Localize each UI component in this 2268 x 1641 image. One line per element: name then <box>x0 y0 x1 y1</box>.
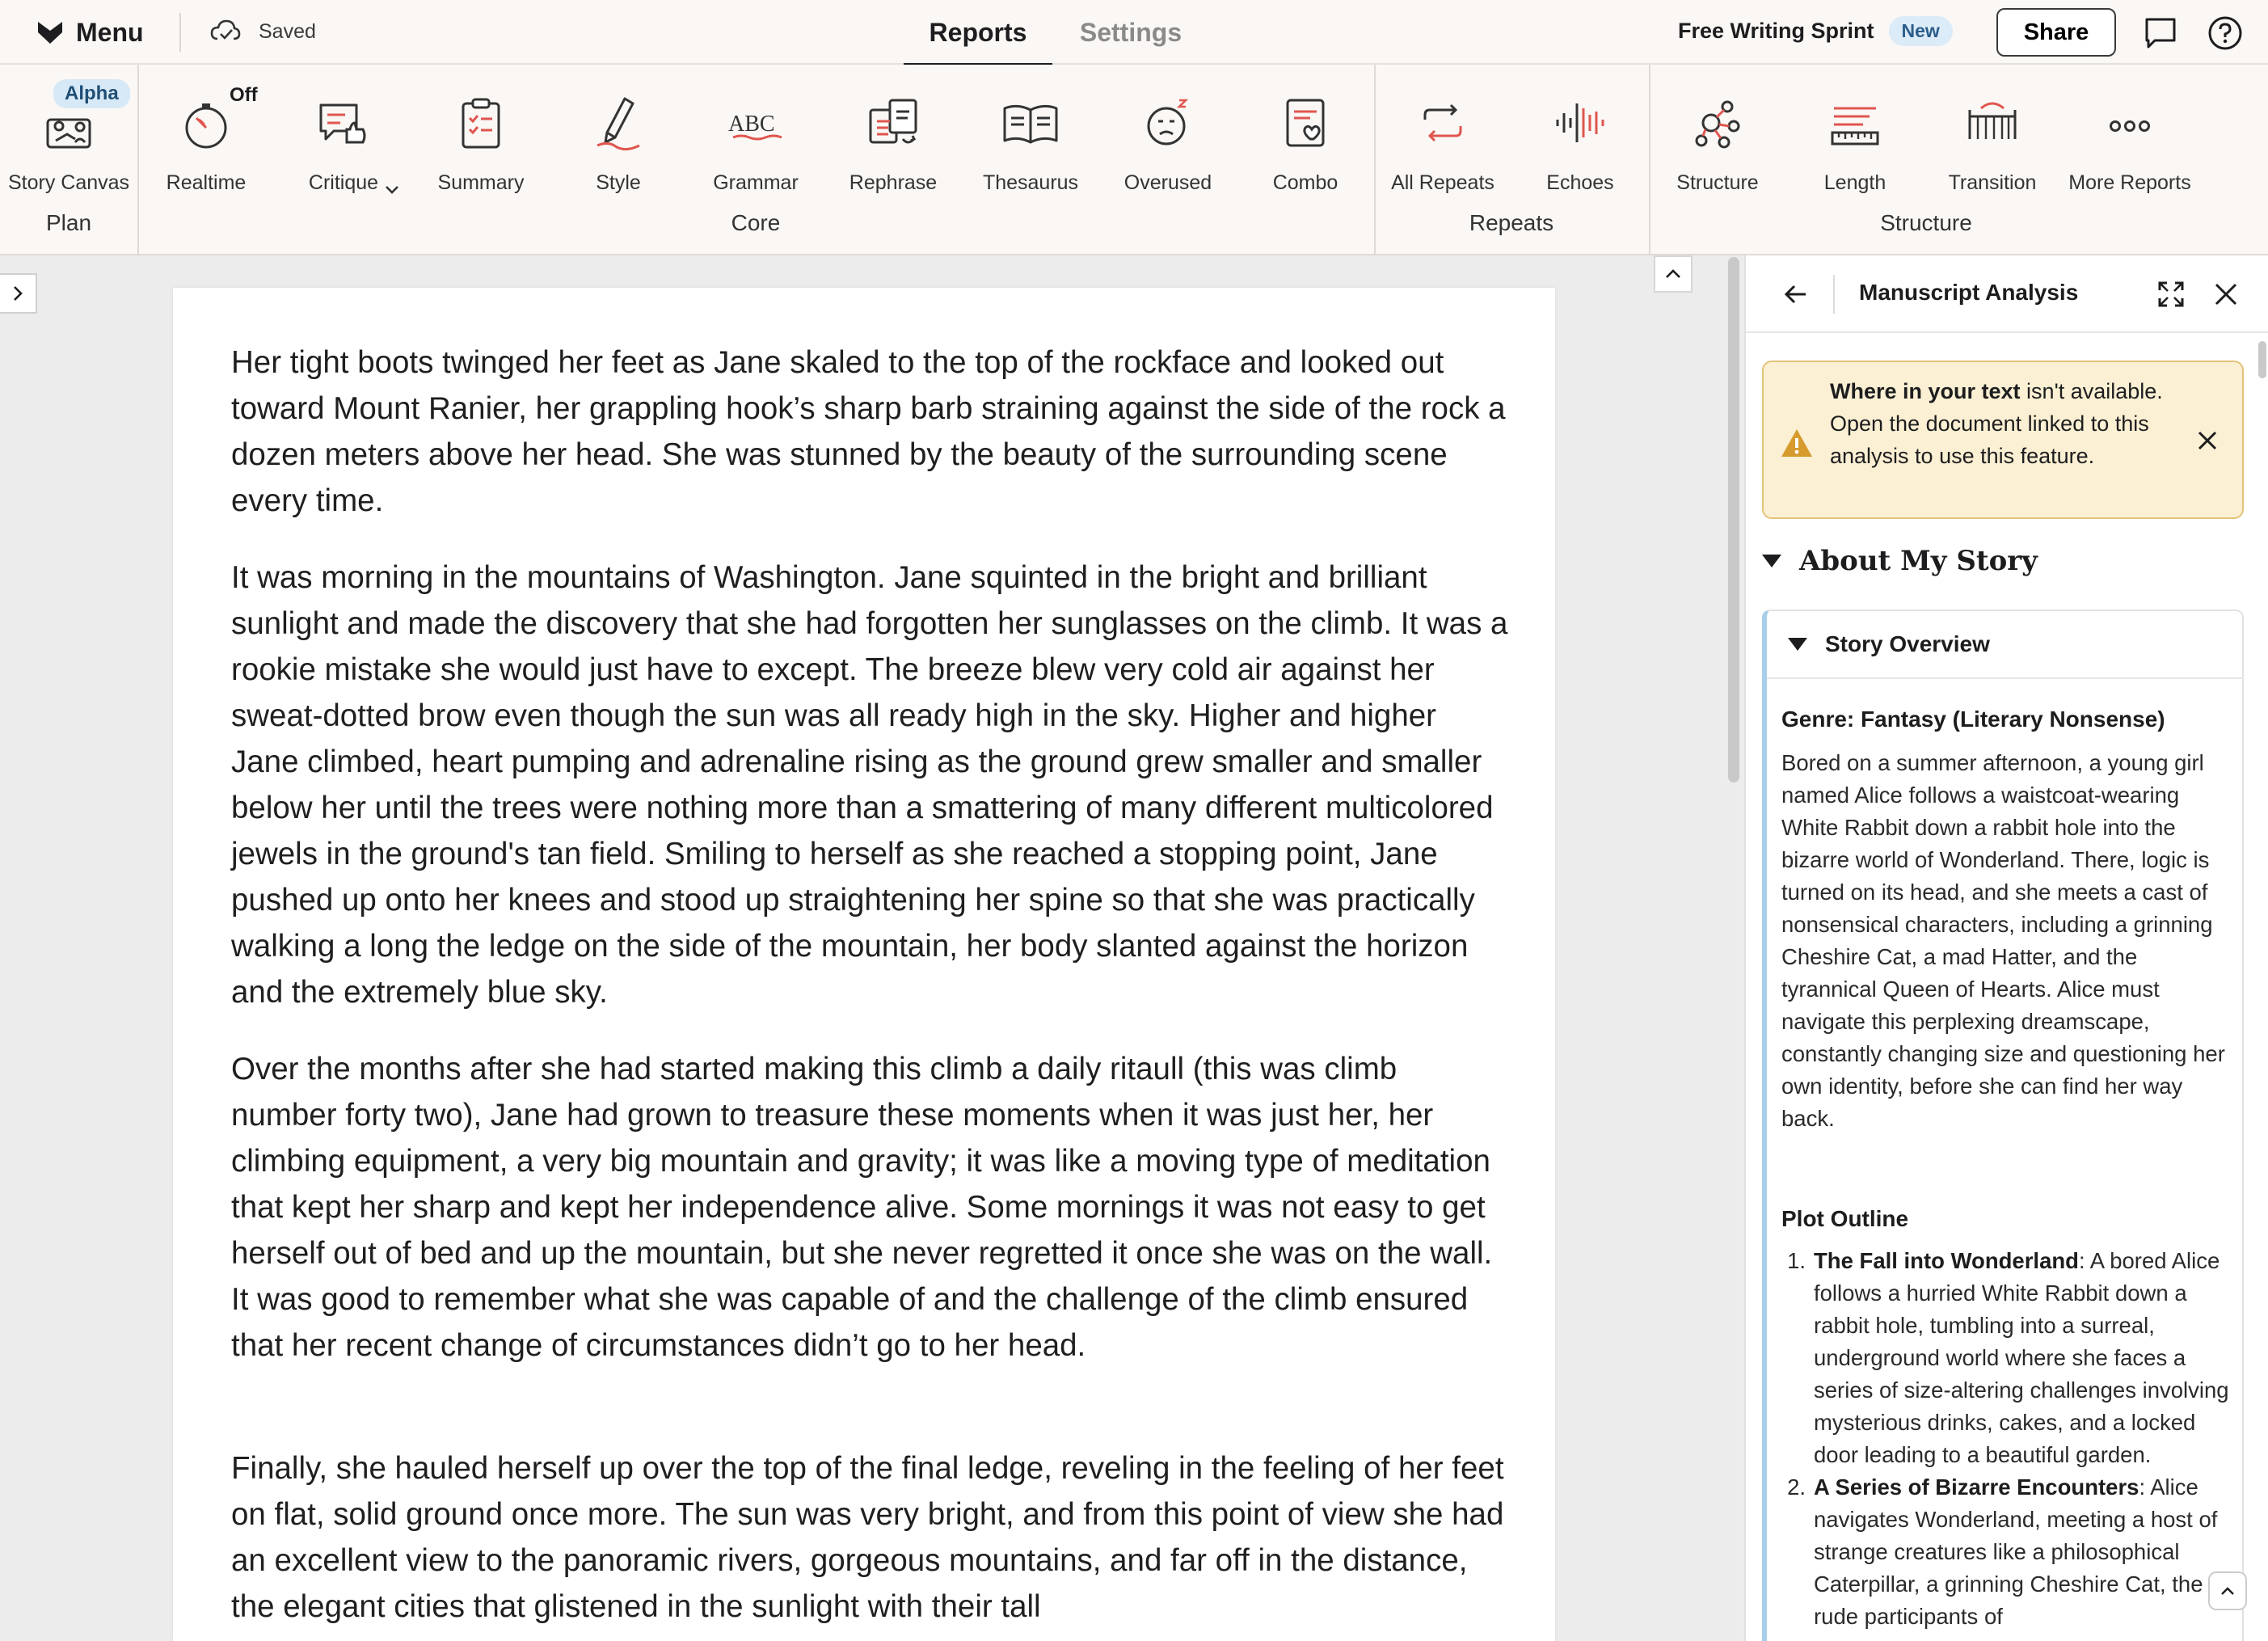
panel-header <box>1746 255 2268 333</box>
list-item <box>1781 1471 2236 1633</box>
top-bar <box>0 0 2268 65</box>
group-label-plan: Plan <box>45 210 92 235</box>
more-reports-button[interactable] <box>2061 89 2198 218</box>
menu-label: Menu <box>76 17 144 47</box>
synopsis-text: Bored on a summer afternoon, a young girl named Alice follows a waistcoat-wearing White Rabbit down a rabbit hole into the bizarre world of Wonderland. There, logic is turned on its head, and she meets a cast of nonsensical characters, including a grinning Cheshire Cat, a mad Hatter, and the tyrannical Queen of Hearts. Alice must navigate this perplexing dreamscape, constantly changing size and questioning her own identity, before she can find her way back. <box>1781 750 2225 1131</box>
document-page[interactable] <box>173 288 1555 1641</box>
caret-down-icon <box>1788 638 1807 651</box>
logo-icon <box>36 18 65 47</box>
alpha-badge: Alpha <box>53 79 130 108</box>
warning-bold: Where in your text <box>1830 379 2021 403</box>
about-my-story-toggle[interactable] <box>1762 545 2038 577</box>
rephrase-icon <box>859 89 927 157</box>
overused-icon <box>1134 89 1202 157</box>
realtime-state-label: Off <box>230 84 258 106</box>
comment-icon[interactable] <box>2142 15 2179 52</box>
grammar-label: Grammar <box>713 171 799 194</box>
combo-label: Combo <box>1272 171 1338 194</box>
collapse-ribbon-button[interactable] <box>1654 255 1693 293</box>
transition-button[interactable] <box>1924 89 2061 218</box>
topbar-divider <box>179 13 181 52</box>
list-item-text <box>1814 1245 2234 1471</box>
plot-outline-heading: Plot Outline <box>1781 1206 1909 1231</box>
warning-body: isn't available. Open the document linked to this analysis to use this feature. <box>1830 379 2163 468</box>
style-icon <box>584 89 652 157</box>
critique-icon <box>310 89 377 157</box>
saved-label: Saved <box>259 19 316 43</box>
cloud-saved-icon <box>209 15 242 49</box>
critique-button[interactable] <box>275 89 412 218</box>
tab-reports[interactable]: Reports <box>904 0 1052 65</box>
all-repeats-icon <box>1409 89 1477 157</box>
plot-item-desc: : A bored Alice follows a hurried White Rabbit down a rabbit hole, tumbling into a surreal, underground world where she faces a series of size-altering challenges involving mysterious drinks, cakes, and a locked door leading to a beautiful garden. <box>1814 1248 2229 1467</box>
thesaurus-button[interactable] <box>962 89 1099 218</box>
more-icon <box>2096 89 2164 157</box>
critique-label: Critique <box>308 171 379 194</box>
chevron-up-icon <box>2219 1582 2236 1600</box>
caret-down-icon <box>1762 555 1781 567</box>
transition-icon <box>1958 89 2026 157</box>
structure-label: Structure <box>1676 171 1759 194</box>
paragraph[interactable]: It was morning in the mountains of Washington. Jane squinted in the bright and brilliant sunlight and made the discovery that she had forgotten her sunglasses on the climb. It was a rookie mistake she would just have to except. The breeze blew very cold air against her sweat-dotted brow even though the sun was all ready high in the sky. Higher and higher Jane climbed, heart pumping and adrenaline rising as the ground grew smaller and smaller below her until the trees were nothing more than a smattering of many different multicolored jewels in the ground's tan field. Smiling to herself as she reached a stopping point, Jane pushed up onto her knees and stood up straightening her spine so that she was practically walking a long the ledge on the side of the mountain, her body slanted against the horizon and the extremely blue sky. <box>231 560 1508 1010</box>
new-badge: New <box>1889 16 1953 46</box>
echoes-label: Echoes <box>1546 171 1614 194</box>
tab-settings[interactable]: Settings <box>1079 17 1182 47</box>
length-icon <box>1821 89 1889 157</box>
sprint-label: Free Writing Sprint <box>1678 19 1874 43</box>
back-arrow-icon[interactable] <box>1780 278 1812 310</box>
menu-button[interactable] <box>36 15 144 50</box>
all-repeats-label: All Repeats <box>1391 171 1494 194</box>
story-overview-card <box>1762 610 2244 1641</box>
saved-status <box>209 15 316 49</box>
free-writing-sprint-link[interactable] <box>1678 16 1953 46</box>
about-my-story-title: About My Story <box>1799 545 2038 577</box>
editor-scrollbar[interactable] <box>1728 257 1739 783</box>
rephrase-label: Rephrase <box>849 171 938 194</box>
echoes-button[interactable] <box>1511 89 1649 218</box>
left-rail <box>0 255 39 1641</box>
group-label-repeats: Repeats <box>1469 210 1554 235</box>
summary-button[interactable] <box>412 89 550 218</box>
panel-scrollbar[interactable] <box>2258 341 2266 378</box>
list-item-text <box>1814 1471 2234 1633</box>
length-button[interactable] <box>1786 89 1924 218</box>
close-icon[interactable] <box>2211 280 2241 309</box>
realtime-button[interactable] <box>137 89 275 218</box>
scroll-to-top-button[interactable] <box>2208 1571 2247 1610</box>
dismiss-warning-icon[interactable] <box>2194 427 2221 454</box>
chevron-right-icon <box>8 284 27 303</box>
length-label: Length <box>1823 171 1886 194</box>
list-item <box>1781 1245 2236 1471</box>
summary-label: Summary <box>437 171 525 194</box>
warning-banner <box>1762 361 2244 519</box>
story-overview-toggle[interactable] <box>1767 611 2244 679</box>
rephrase-button[interactable] <box>824 89 962 218</box>
transition-label: Transition <box>1948 171 2037 194</box>
svg-text:ABC: ABC <box>728 112 775 137</box>
group-label-core: Core <box>731 210 781 235</box>
more-reports-label: More Reports <box>2068 171 2191 194</box>
paragraph[interactable]: Finally, she hauled herself up over the top of the final ledge, reveling in the feeling of her feet on flat, solid ground once more. The sun was very bright, and from this point of view she had an excellent view to the panoramic rivers, gorgeous mountains, and far off in the distance, the elegant cities that glistened in the sunlight with their tall <box>231 1451 1504 1624</box>
overused-button[interactable] <box>1099 89 1237 218</box>
style-label: Style <box>596 171 641 194</box>
plot-item-desc: : Alice navigates Wonderland, meeting a host of strange creatures like a philosophical Caterpillar, a grinning Cheshire Cat, the rude participants of <box>1814 1474 2218 1629</box>
realtime-label: Realtime <box>166 171 247 194</box>
thesaurus-label: Thesaurus <box>982 171 1079 194</box>
plot-item-title: A Series of Bizarre Encounters <box>1814 1474 2139 1500</box>
share-button[interactable]: Share <box>1996 8 2116 57</box>
thesaurus-icon <box>997 89 1064 157</box>
style-button[interactable] <box>550 89 687 218</box>
story-canvas-label: Story Canvas <box>7 171 130 194</box>
paragraph[interactable]: Her tight boots twinged her feet as Jane skaled to the top of the rockface and looked out toward Mount Ranier, her grappling hook’s sharp barb straining against the side of the rock a dozen meters above her head. She was stunned by the beauty of the surrounding scene every time. <box>231 345 1506 518</box>
reports-ribbon <box>0 65 2268 255</box>
plot-item-title: The Fall into Wonderland <box>1814 1248 2079 1273</box>
panel-title: Manuscript Analysis <box>1859 280 2079 305</box>
echoes-icon <box>1546 89 1614 157</box>
genre-label: Genre: Fantasy (Literary Nonsense) <box>1781 707 2165 732</box>
plot-outline-list <box>1781 1245 2236 1633</box>
paragraph[interactable]: Over the months after she had started making this climb a daily ritaull (this was climb number forty two), Jane had grown to treasure these moments when it was just her, her climbing equipment, a very big mountain and gravity; it was like a moving type of meditation that kept her sharp and kept her independence alive. Some mornings it was not easy to get herself out of bed and up the mountain, but she never regretted it once she was on the wall. It was good to remember what she was capable of and the challenge of the climb ensured that her recent change of circumstances didn’t go to her head. <box>231 1052 1493 1363</box>
combo-icon <box>1271 89 1339 157</box>
list-number: 1. <box>1787 1248 1806 1273</box>
help-icon[interactable] <box>2207 15 2244 52</box>
chevron-up-icon <box>1663 264 1684 285</box>
combo-button[interactable] <box>1237 89 1374 218</box>
all-repeats-button[interactable] <box>1374 89 1511 218</box>
expand-icon[interactable] <box>2156 280 2186 309</box>
warning-icon <box>1780 427 1814 459</box>
expand-sidebar-button[interactable] <box>0 273 37 314</box>
grammar-icon <box>722 89 790 157</box>
structure-icon <box>1684 89 1752 157</box>
chevron-down-icon[interactable] <box>383 181 401 199</box>
header-divider <box>1833 275 1835 314</box>
story-canvas-button[interactable] <box>0 89 137 218</box>
grammar-button[interactable] <box>687 89 824 218</box>
warning-text <box>1830 375 2186 472</box>
manuscript-analysis-panel <box>1744 255 2268 1641</box>
overused-label: Overused <box>1123 171 1212 194</box>
story-overview-title: Story Overview <box>1825 631 1990 656</box>
list-number: 2. <box>1787 1474 1806 1500</box>
summary-icon <box>447 89 515 157</box>
structure-button[interactable] <box>1649 89 1786 218</box>
group-label-structure: Structure <box>1880 210 1972 235</box>
